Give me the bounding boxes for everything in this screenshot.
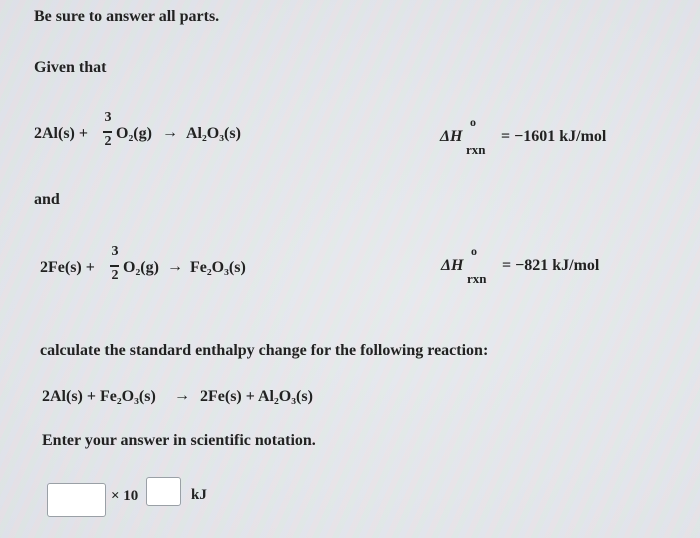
mantissa-input[interactable] (47, 483, 106, 517)
eq1-delta-h: ΔH (440, 128, 463, 145)
eq1-value: = −1601 kJ/mol (501, 128, 607, 145)
eq2-coef-den: 2 (111, 268, 119, 283)
eq2-delta-h: ΔH (441, 257, 464, 274)
eq2-delta-h-sup: o (471, 244, 477, 258)
eq2-coef-num: 3 (111, 244, 119, 259)
eq1-arrow: → (162, 124, 178, 141)
eq1-delta-h-sup: o (470, 115, 476, 129)
eq1-reactant: O₂(g) (116, 125, 152, 142)
reaction-arrow: → (174, 387, 190, 404)
eq1-left: 2Al(s) + (34, 125, 88, 142)
question-text: calculate the standard enthalpy change for the following reaction: (40, 342, 489, 359)
eq2-product: Fe₂O₃(s) (190, 259, 246, 276)
eq1-product: Al₂O₃(s) (186, 125, 241, 142)
eq2-reactant: O₂(g) (123, 259, 159, 276)
unit-label: kJ (191, 487, 207, 503)
eq1-delta-h-sub: rxn (466, 142, 486, 157)
eq1-coef-den: 2 (104, 134, 112, 149)
given-label: Given that (34, 59, 107, 76)
and-label: and (34, 191, 60, 208)
exponent-input[interactable] (146, 477, 181, 506)
eq2-value: = −821 kJ/mol (502, 257, 600, 274)
eq2-fraction-bar (110, 265, 119, 267)
eq2-left: 2Fe(s) + (40, 259, 95, 276)
scientific-notation-instruction: Enter your answer in scientific notation. (42, 432, 316, 449)
reaction-left: 2Al(s) + Fe₂O₃(s) (42, 388, 156, 405)
instruction-text: Be sure to answer all parts. (34, 8, 220, 25)
eq2-delta-h-sub: rxn (467, 271, 487, 286)
reaction-right: 2Fe(s) + Al₂O₃(s) (200, 388, 313, 405)
eq1-fraction-bar (103, 131, 112, 133)
eq2-arrow: → (167, 258, 183, 275)
times-ten-label: × 10 (111, 488, 139, 504)
eq1-coef-num: 3 (104, 110, 112, 125)
